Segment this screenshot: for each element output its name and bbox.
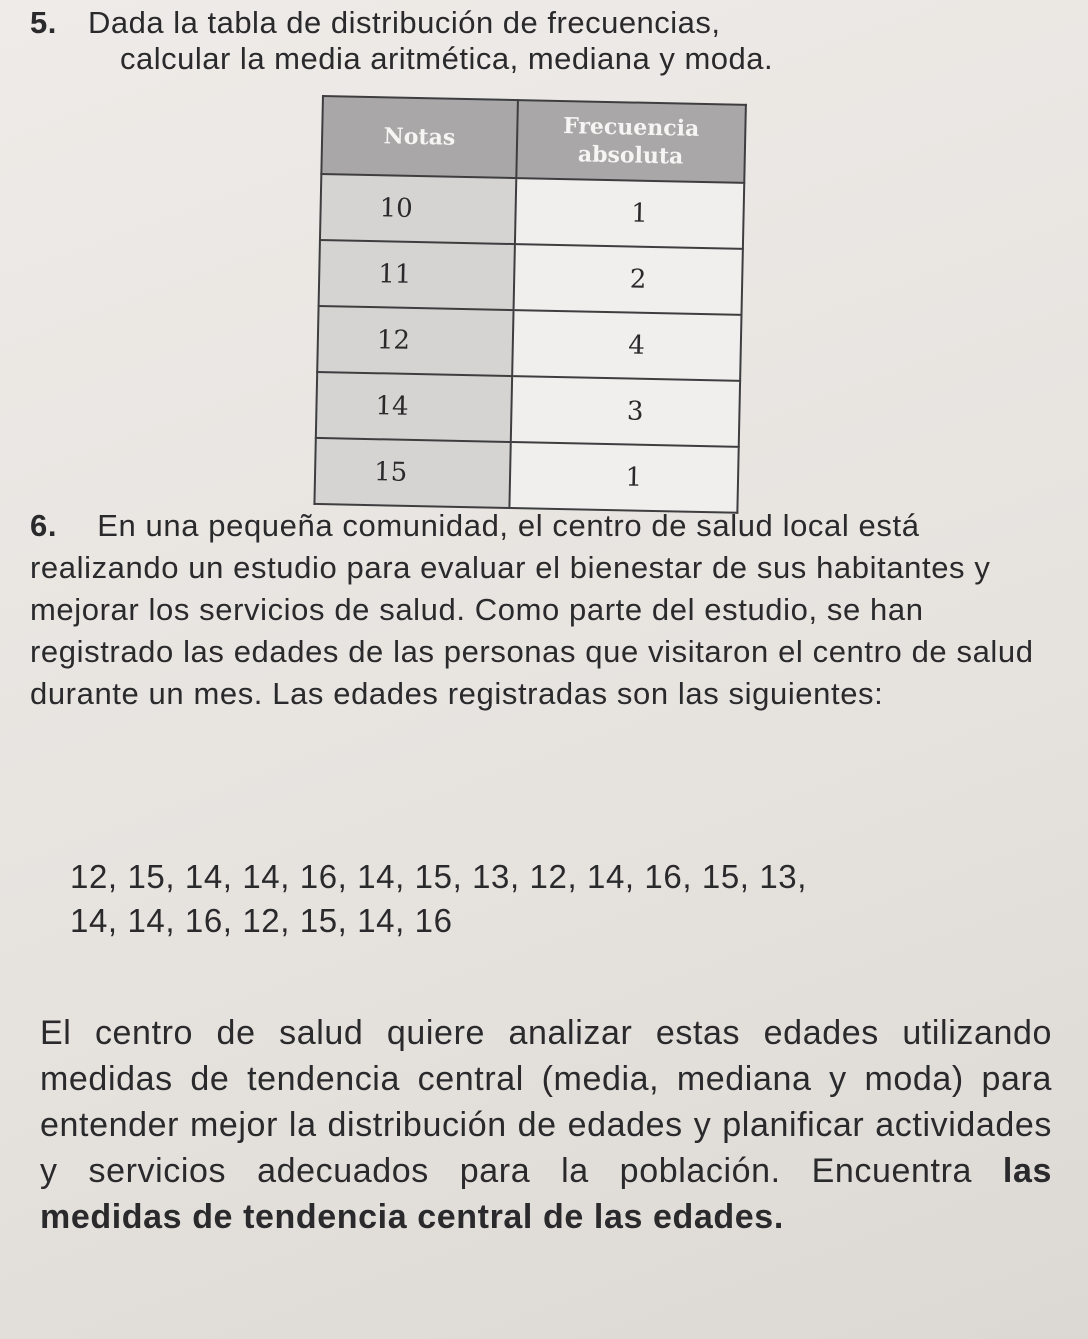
cell-frecuencia: 1 [515,178,745,249]
cell-frecuencia: 1 [509,442,739,513]
table-row [320,174,744,249]
header-notas: Notas [321,96,517,178]
ages-line-1: 12, 15, 14, 14, 16, 14, 15, 13, 12, 14, 16, 15, 13, [70,858,807,895]
question-5-line-1: Dada la tabla de distribución de frecuencias, [88,5,721,40]
question-6-intro: En una pequeña comunidad, el centro de salud local está realizando un estudio para evaluar el bienestar de sus habitantes y mejorar los servicios de salud. Como parte del estudio, se han registrado las edades de las personas que visitaron el centro de salud durante un mes. Las edades registradas son las siguientes: [30,508,1034,711]
cell-nota: 11 [319,240,515,310]
ages-line-2: 14, 14, 16, 12, 15, 14, 16 [70,902,453,939]
question-5 [30,5,1060,77]
table-header-row [321,96,746,183]
question-5-number: 5. [30,5,57,40]
table-row [314,438,738,513]
table-row [319,240,743,315]
cell-frecuencia: 3 [510,376,740,447]
table-row [316,372,740,447]
closing-bold-text: las medidas de tendencia central de las edades. [40,1152,1052,1236]
cell-nota: 14 [316,372,512,442]
closing-text: El centro de salud quiere analizar estas edades utilizando medidas de tendencia central (media, mediana y moda) para entender mejor la distribución de edades y planificar actividades y servicios adecuados para la población. Encuentra [40,1014,1052,1190]
cell-frecuencia: 2 [513,244,743,315]
question-5-line-2: calcular la media aritmética, mediana y moda. [120,41,774,76]
table-row [317,306,741,381]
cell-frecuencia: 4 [512,310,742,381]
ages-list [70,855,1050,943]
header-frecuencia-absoluta: Frecuencia absoluta [516,100,746,183]
question-6-number: 6. [30,508,58,543]
cell-nota: 15 [314,438,510,508]
question-6-closing [40,1010,1052,1240]
cell-nota: 10 [320,174,516,244]
cell-nota: 12 [317,306,513,376]
frequency-table [313,95,746,514]
question-6 [30,505,1050,715]
